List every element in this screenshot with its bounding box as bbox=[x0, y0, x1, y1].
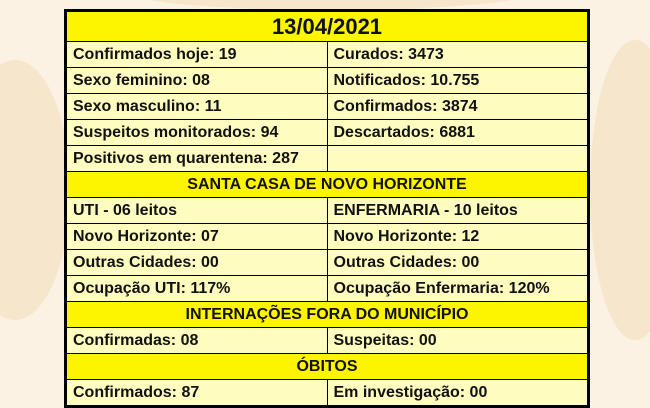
sexo-masculino: Sexo masculino: 11 bbox=[67, 94, 328, 120]
empty-cell bbox=[327, 146, 588, 172]
table-row bbox=[67, 224, 588, 250]
fora-confirmadas: Confirmadas: 08 bbox=[67, 328, 328, 354]
fora-suspeitas: Suspeitas: 00 bbox=[327, 328, 588, 354]
table-row bbox=[67, 94, 588, 120]
confirmados-total: Confirmados: 3874 bbox=[327, 94, 588, 120]
table-row bbox=[67, 146, 588, 172]
uti-outras-cidades: Outras Cidades: 00 bbox=[67, 250, 328, 276]
table-row bbox=[67, 380, 588, 406]
uti-header: UTI - 06 leitos bbox=[67, 198, 328, 224]
positivos-quarentena: Positivos em quarentena: 287 bbox=[67, 146, 328, 172]
table-row bbox=[67, 328, 588, 354]
descartados: Descartados: 6881 bbox=[327, 120, 588, 146]
background-decoration bbox=[590, 40, 650, 340]
table-row bbox=[67, 68, 588, 94]
obitos-confirmados: Confirmados: 87 bbox=[67, 380, 328, 406]
bulletin-table bbox=[66, 11, 588, 406]
covid-bulletin bbox=[64, 9, 590, 408]
ocupacao-enfermaria: Ocupação Enfermaria: 120% bbox=[327, 276, 588, 302]
table-row bbox=[67, 198, 588, 224]
table-row bbox=[67, 250, 588, 276]
sexo-feminino: Sexo feminino: 08 bbox=[67, 68, 328, 94]
background-decoration bbox=[0, 60, 70, 320]
obitos-section-title: ÓBITOS bbox=[67, 354, 588, 380]
enfermaria-outras-cidades: Outras Cidades: 00 bbox=[327, 250, 588, 276]
notificados: Notificados: 10.755 bbox=[327, 68, 588, 94]
ocupacao-uti: Ocupação UTI: 117% bbox=[67, 276, 328, 302]
table-row bbox=[67, 42, 588, 68]
confirmados-hoje: Confirmados hoje: 19 bbox=[67, 42, 328, 68]
table-row bbox=[67, 276, 588, 302]
table-row bbox=[67, 120, 588, 146]
uti-novo-horizonte: Novo Horizonte: 07 bbox=[67, 224, 328, 250]
hospital-section-title: SANTA CASA DE NOVO HORIZONTE bbox=[67, 172, 588, 198]
enfermaria-novo-horizonte: Novo Horizonte: 12 bbox=[327, 224, 588, 250]
suspeitos-monitorados: Suspeitos monitorados: 94 bbox=[67, 120, 328, 146]
fora-section-title: INTERNAÇÕES FORA DO MUNICÍPIO bbox=[67, 302, 588, 328]
enfermaria-header: ENFERMARIA - 10 leitos bbox=[327, 198, 588, 224]
obitos-investigacao: Em investigação: 00 bbox=[327, 380, 588, 406]
curados: Curados: 3473 bbox=[327, 42, 588, 68]
bulletin-date: 13/04/2021 bbox=[67, 12, 588, 42]
